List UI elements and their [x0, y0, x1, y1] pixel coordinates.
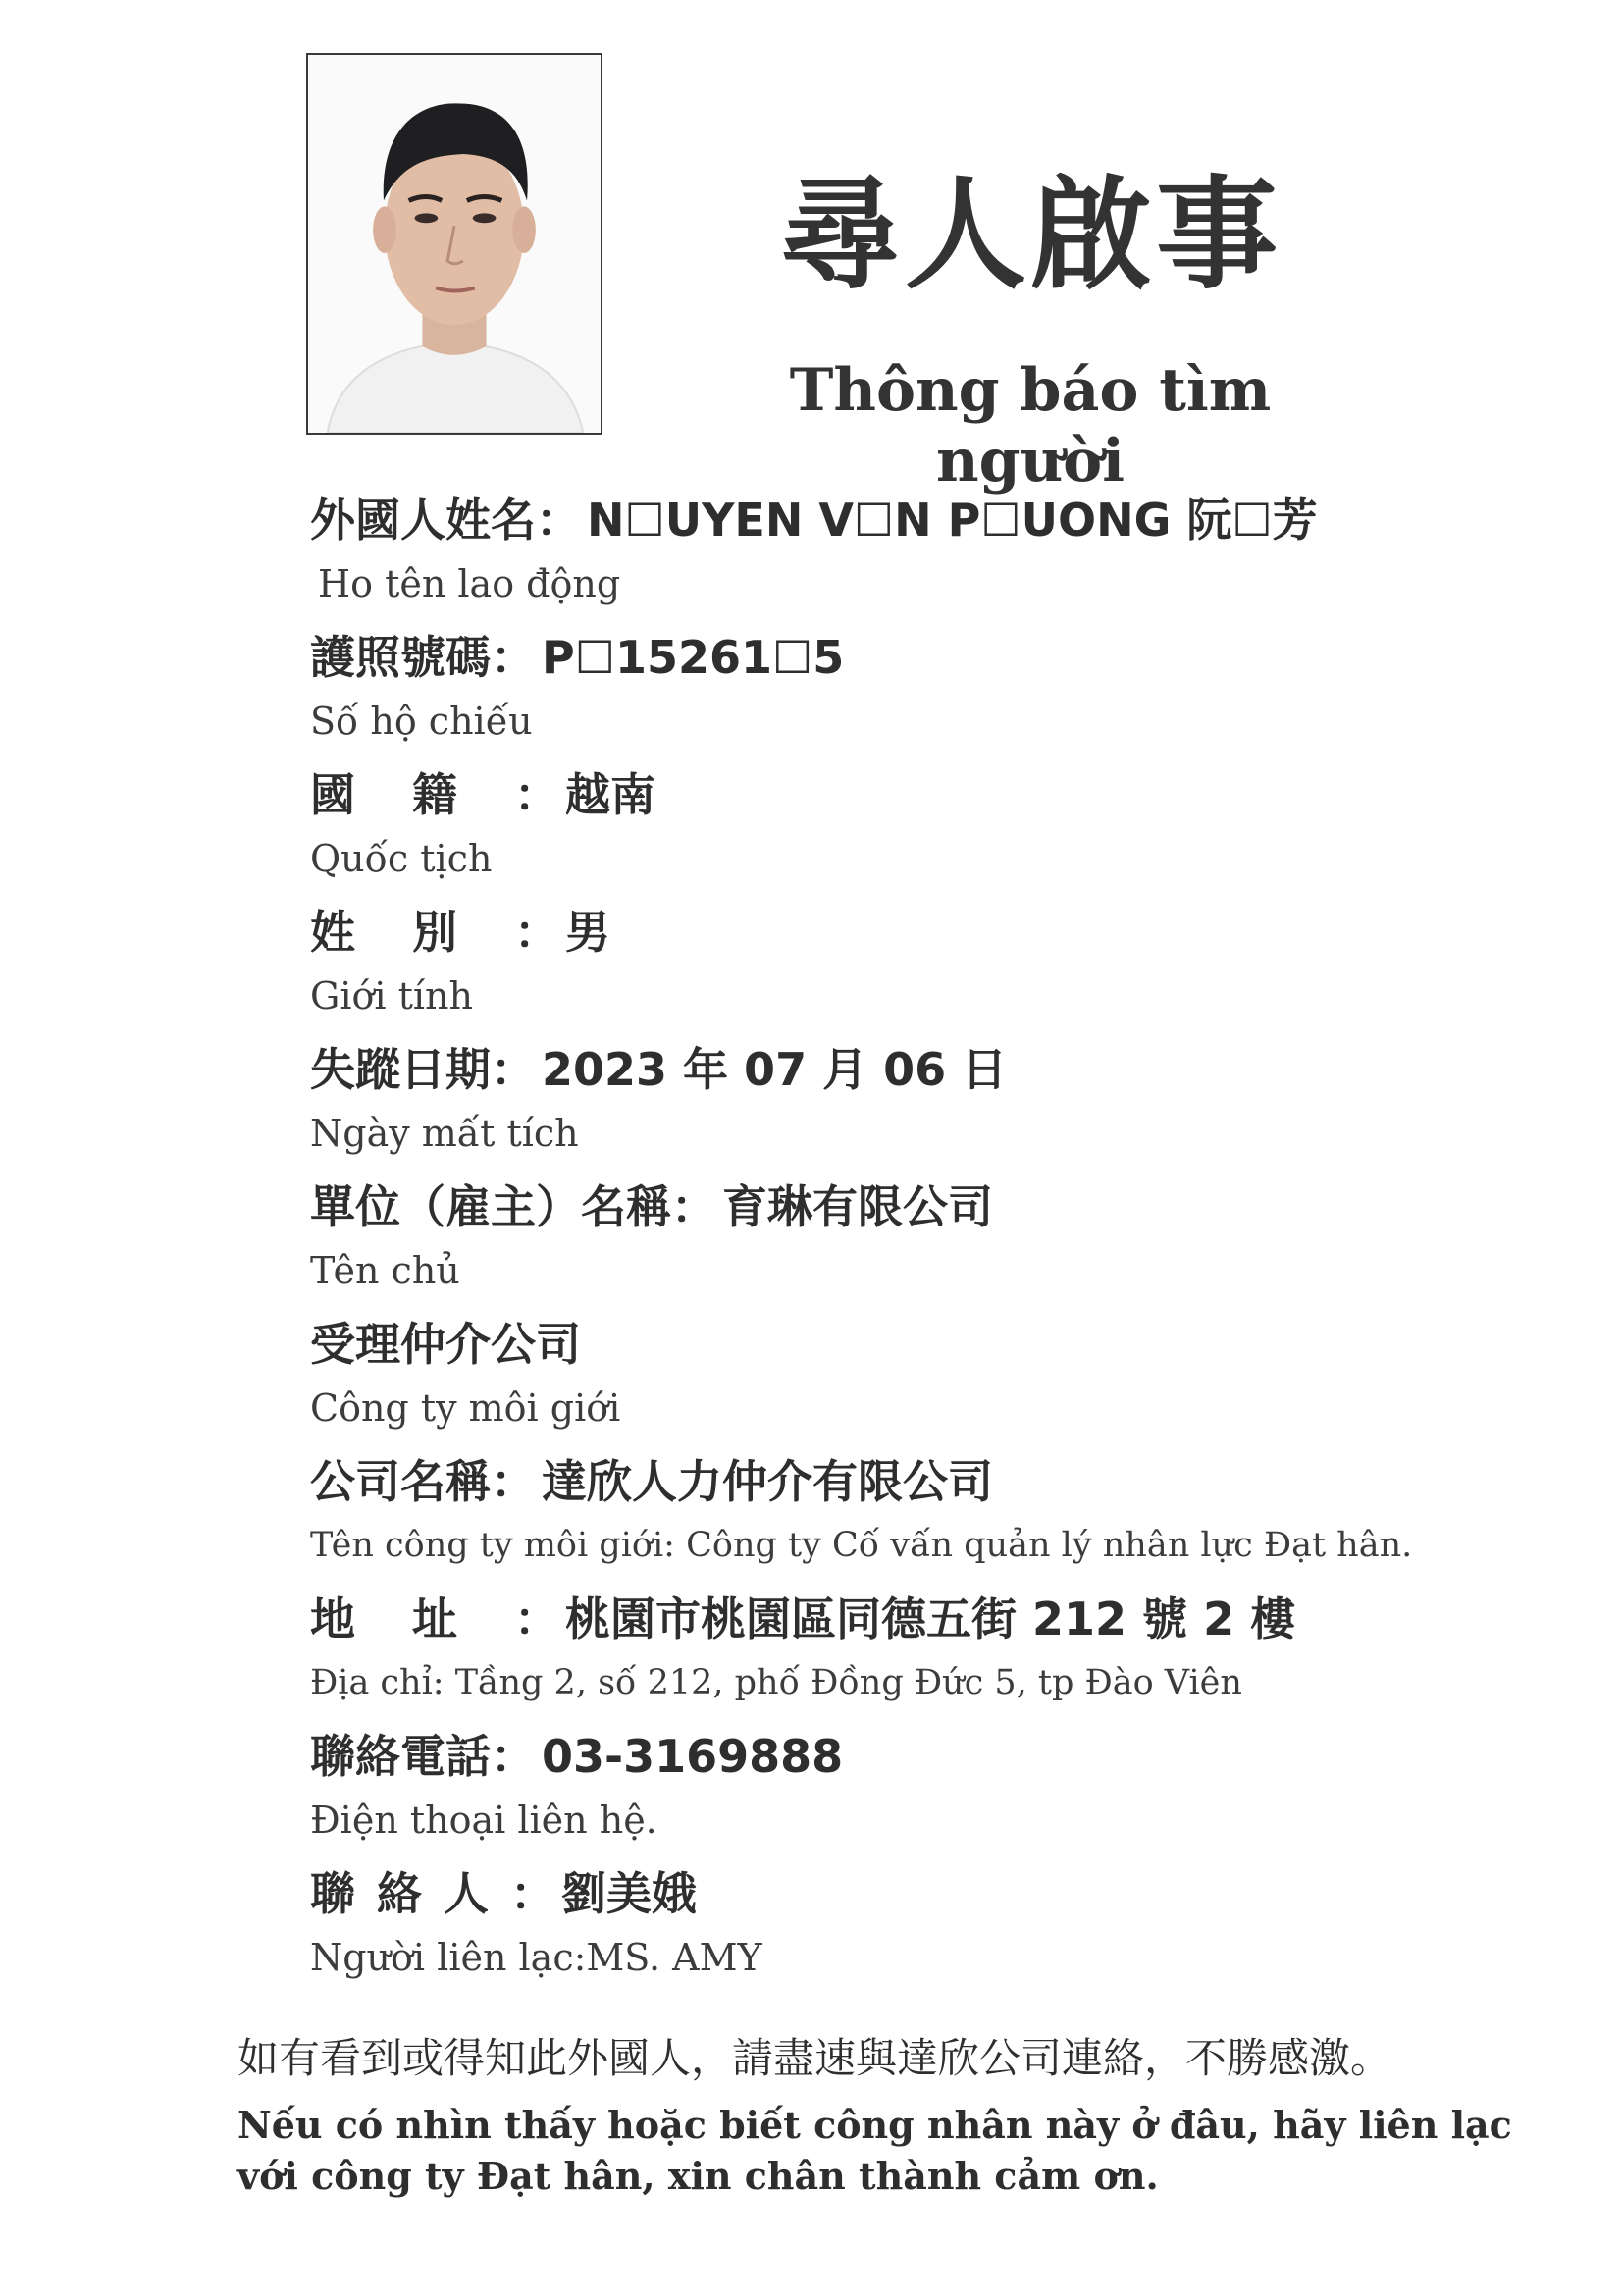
field-contact	[310, 1858, 1586, 1996]
field-label-vi: Tên công ty môi giới: Công ty Cố vấn quản lý nhân lực Đạt hân.	[310, 1526, 1413, 1565]
field-label-vi: Công ty môi giới	[310, 1386, 621, 1430]
worker-photo	[306, 53, 602, 435]
field-value: 2023 年 07 月 06 日	[542, 1043, 1008, 1096]
field-label-zh: 公司名稱	[310, 1455, 491, 1508]
field-label-vi: Người liên lạc:MS. AMY	[310, 1936, 762, 1979]
portrait-image	[308, 55, 601, 433]
field-address	[310, 1584, 1586, 1721]
field-label-vi: Giới tính	[310, 974, 473, 1018]
field-agency	[310, 1309, 1586, 1446]
field-label-vi: Điện thoại liên hệ.	[310, 1799, 657, 1842]
title-chinese: 尋人啟事	[778, 165, 1282, 306]
field-gender	[310, 897, 1586, 1034]
field-separator: ：	[671, 1180, 716, 1233]
field-separator: ：	[510, 1867, 555, 1920]
field-value: 男	[565, 906, 610, 959]
field-separator: ：	[491, 1730, 536, 1783]
field-missing-date	[310, 1034, 1586, 1172]
field-name	[310, 485, 1586, 622]
field-label-vi: Ho tên lao động	[318, 562, 621, 605]
field-label-zh: 護照號碼	[310, 631, 491, 684]
field-value: 越南	[565, 768, 655, 821]
field-value: 03-3169888	[542, 1730, 844, 1783]
field-label-zh: 失蹤日期	[310, 1043, 491, 1096]
title-vietnamese: Thông báo tìm người	[789, 356, 1272, 496]
field-label-vi: Quốc tịch	[310, 837, 493, 880]
field-phone	[310, 1721, 1586, 1858]
field-label-vi: Tên chủ	[310, 1249, 460, 1292]
field-value: 桃園市桃園區同德五街 212 號 2 樓	[565, 1592, 1296, 1645]
field-value: N☐UYEN V☐N P☐UONG 阮☐芳	[587, 494, 1318, 547]
footer-notice	[237, 2027, 1592, 2202]
field-separator: ：	[491, 1455, 536, 1508]
field-separator: ：	[491, 1043, 536, 1096]
field-label-zh: 單位（雇主）名稱	[310, 1180, 671, 1233]
field-label-zh: 國籍	[310, 768, 514, 821]
field-label-vi: Địa chỉ: Tầng 2, số 212, phố Đồng Đức 5, tp Đào Viên	[310, 1663, 1242, 1702]
field-label-vi: Số hộ chiếu	[310, 700, 533, 743]
field-passport	[310, 622, 1586, 759]
field-employer	[310, 1172, 1586, 1309]
field-label-zh: 受理仲介公司	[310, 1318, 581, 1371]
field-value: 達欣人力仲介有限公司	[542, 1455, 993, 1508]
field-separator: ：	[514, 1592, 559, 1645]
footer-text-zh: 如有看到或得知此外國人，請盡速與達欣公司連絡，不勝感激。	[237, 2034, 1392, 2082]
field-company-name	[310, 1446, 1586, 1584]
field-label-vi: Ngày mất tích	[310, 1112, 579, 1155]
field-value: 育琳有限公司	[722, 1180, 993, 1233]
field-label-zh: 聯絡電話	[310, 1730, 491, 1783]
field-label-zh: 姓別	[310, 906, 514, 959]
field-label-zh: 外國人姓名	[310, 494, 536, 547]
field-value: P☐15261☐5	[542, 631, 845, 684]
field-separator: ：	[491, 631, 536, 684]
field-nationality	[310, 759, 1586, 897]
footer-text-vi: Nếu có nhìn thấy hoặc biết công nhân này ở đâu, hãy liên lạc với công ty Đạt hân, xin chân thành cảm ơn.	[237, 2103, 1512, 2198]
field-value: 劉美娥	[561, 1867, 697, 1920]
info-fields	[310, 485, 1586, 1996]
field-label-zh: 聯絡人	[310, 1867, 510, 1920]
field-separator: ：	[514, 768, 559, 821]
field-label-zh: 地址	[310, 1592, 514, 1645]
field-separator: ：	[514, 906, 559, 959]
field-separator: ：	[536, 494, 581, 547]
